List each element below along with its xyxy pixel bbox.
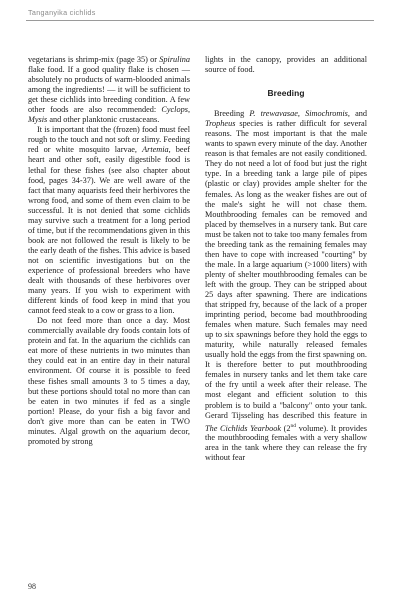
- italic-run: Mysis: [28, 115, 48, 125]
- right-column: [205, 55, 367, 464]
- paragraph: It is important that the (frozen) food must feel rough to the touch and not soft or slimy. Feeding red or white mosquito larvae, Artemia, beef heart and other soft, easily digestible food is lethal for these fishes (see also chapter about food, pages 34-37). We are well aware of the fact that many aquarists feed their herbivores the wrong food, and some of them even claim to be successful. It is not denied that some cichlids may survive such a treatment for a long period of time, but if the recommendations given in this book are not followed the result is likely to be the early death of the fishes. This advice is based not on scientific investigations but on the experience of professional breeders who have dealt with thousands of these herbivores over many years. If you wish to experiment with different kinds of food keep in mind that you cannot feed steak to a cow or grass to a lion.: [28, 125, 190, 316]
- italic-run: Tropheus: [205, 119, 236, 129]
- paragraph: Breeding P. trewavasae, Simochromis, and Tropheus species is rather difficult for several reasons. The most important is that the male wants to spawn every minute of the day. Another reason is that females are not easily conditioned. They do not need a lot of food but just the right type. In a breeding tank a large pile of pipes (plastic or clay) provides ample shelter for the females. As long as the weaker fishes are out of the male's sight he will not chase them. Mouthbrooding females can be removed and placed by themselves in a nursery tank. But care must be taken not to take too many females from the breeding tank as the remaining females may then have to cope with increased "courting" by the male. In a large aquarium (>1000 liters) with plenty of shelter mouthbrooding females can be left with the group. They can be stripped about 25 days after spawning. There are indications that stripped fry, because of the lack of a proper imprinting period, become bad mouthbrooding females when mature. Such females may need up to six spawnings before they hold the eggs to maturity, while naturally released females usually hold the eggs from the first spawning on. It is therefore better to put mouthbrooding females in nursery tanks and let them take care of the fry until a week after their release. The most elegant and efficient solution to this problem is to build a "balcony" onto your tank. Gerard Tijsseling has described this feature in The Cichlids Yearbook (2nd volume). It provides the mouthbrooding females with a very shallow area in the tank where they can release the fry without fear: [205, 109, 368, 463]
- header-rule: [26, 20, 374, 21]
- left-column: [28, 55, 190, 447]
- paragraph: vegetarians is shrimp-mix (page 35) or Spirulina flake food. If a good quality flake is chosen — absolutely no products of warm-blooded animals among the ingredients! — it will be sufficient to get these cichlids into breeding condition. A few other foods are also recommended: Cyclops, Mysis and other planktonic crustaceans.: [28, 55, 190, 125]
- paragraph: lights in the canopy, provides an additional source of food.: [205, 55, 367, 75]
- italic-run: Cyclops: [161, 105, 188, 115]
- running-head: Tanganyika cichlids: [28, 8, 96, 17]
- page-number: 98: [28, 582, 36, 591]
- italic-run: The Cichlids Yearbook: [205, 423, 282, 433]
- italic-run: P. trewavasae: [249, 109, 298, 119]
- italic-run: Artemia: [142, 145, 169, 155]
- italic-run: Spirulina: [159, 55, 190, 64]
- section-heading: Breeding: [267, 88, 305, 99]
- paragraph: Do not feed more than once a day. Most commercially available dry foods contain lots of protein and fat. In the aquarium the cichlids can eat more of these nutrients in two minutes than they could eat in an entire day in their natural environment. Of course it is possible to feed these fishes small amounts 3 to 5 times a day, but these portions should total no more than can be eaten in two minutes if fed as a single portion! Please, do your fish a big favor and don't give more than can be eaten in TWO minutes. Algal growth on the aquarium decor, promoted by strong: [28, 316, 190, 446]
- superscript-run: nd: [290, 422, 297, 429]
- italic-run: Simochromis: [305, 109, 348, 119]
